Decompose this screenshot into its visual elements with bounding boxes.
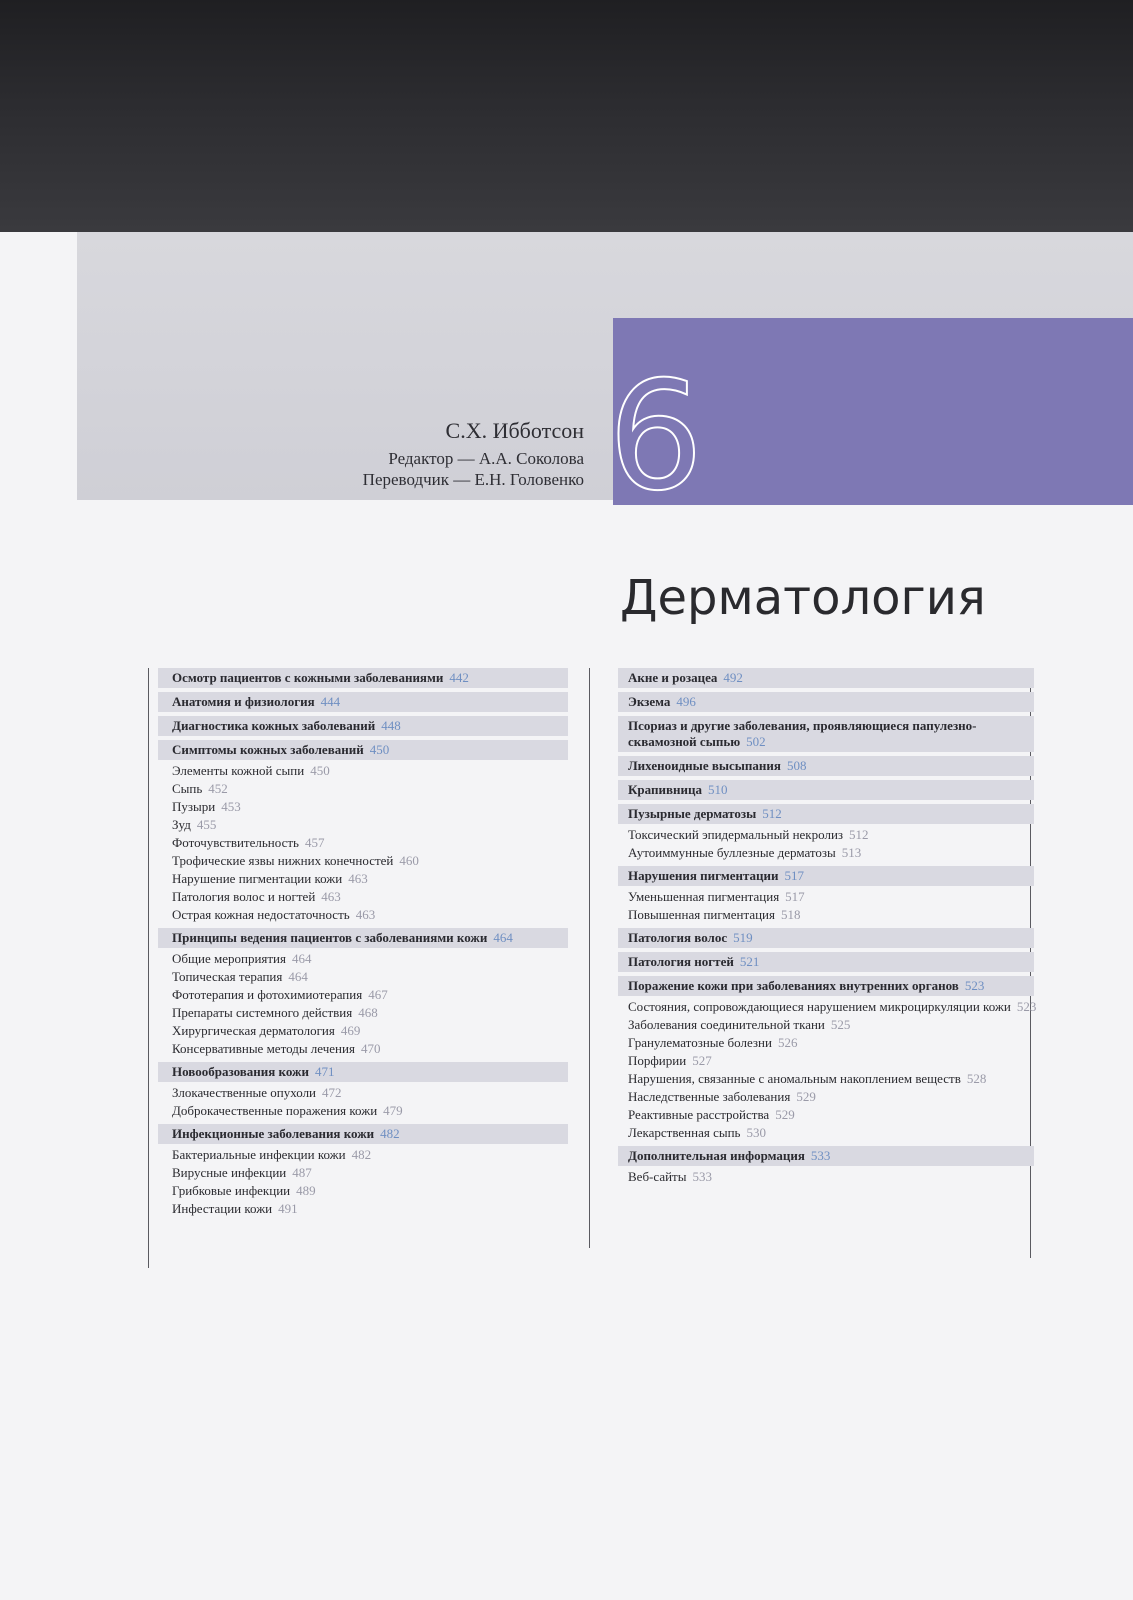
toc-section (148, 740, 568, 924)
toc-subitem-page: 529 (796, 1089, 816, 1104)
toc-subitem-title: Наследственные заболевания (628, 1089, 791, 1104)
toc-section-heading[interactable] (618, 804, 1034, 824)
toc-section-page: 464 (493, 930, 513, 945)
toc-subitem[interactable] (628, 888, 1040, 906)
toc-section-heading[interactable] (618, 1146, 1034, 1166)
toc-subitem-page: 463 (348, 871, 368, 886)
toc-section-title: Принципы ведения пациентов с заболеваниями кожи (172, 930, 488, 945)
toc-section-page: 519 (733, 930, 753, 945)
toc-subitem-page: 455 (196, 817, 217, 832)
toc-section-title: Лихеноидные высыпания (628, 758, 781, 773)
toc-section-page: 533 (810, 1148, 831, 1163)
toc-subitem-page: 491 (278, 1201, 298, 1216)
toc-subitem-title: Препараты системного действия (172, 1005, 353, 1020)
toc-left-column (148, 668, 568, 1222)
toc-subitem-title: Элементы кожной сыпи (172, 763, 305, 778)
toc-subitem-page: 470 (360, 1041, 381, 1056)
toc-subitem-title: Нарушения, связанные с аномальным накоплением веществ (628, 1071, 961, 1086)
toc-section-title: Акне и розацеа (628, 670, 718, 685)
toc-subitem[interactable] (172, 1102, 568, 1120)
toc-subitem[interactable] (172, 1084, 568, 1102)
toc-section-page: 508 (786, 758, 807, 773)
toc-subitem-page: 533 (692, 1169, 712, 1184)
toc-subitem-page: 487 (292, 1165, 312, 1180)
toc-section (588, 928, 1040, 948)
toc-section-heading[interactable] (618, 952, 1034, 972)
toc-section-page: 444 (320, 694, 341, 709)
toc-subitem[interactable] (172, 1022, 568, 1040)
toc-subitem-page: 450 (310, 763, 330, 778)
toc-section (588, 668, 1040, 688)
toc-subitem[interactable] (172, 1004, 568, 1022)
toc-subitem-title: Общие мероприятия (172, 951, 286, 966)
toc-subitem[interactable] (628, 826, 1040, 844)
toc-section (148, 692, 568, 712)
toc-section-heading[interactable] (158, 928, 568, 948)
toc-subitem-page: 513 (841, 845, 862, 860)
toc-section (588, 866, 1040, 924)
toc-subitem-list (148, 762, 568, 924)
toc-section-page: 482 (380, 1126, 400, 1141)
toc-subitem-page: 464 (292, 951, 312, 966)
toc-subitem-page: 463 (355, 907, 376, 922)
toc-subitem[interactable] (628, 1168, 1040, 1186)
toc-subitem[interactable] (172, 816, 568, 834)
toc-section (588, 976, 1040, 1142)
toc-section-title: Инфекционные заболевания кожи (172, 1126, 375, 1141)
toc-section-heading[interactable] (158, 668, 568, 688)
toc-subitem[interactable] (172, 834, 568, 852)
toc-subitem-title: Патология волос и ногтей (172, 889, 316, 904)
toc-section-title: Крапивница (628, 782, 702, 797)
toc-section-title: Экзема (628, 694, 671, 709)
toc-subitem-title: Острая кожная недостаточность (172, 907, 350, 922)
toc-subitem-title: Вирусные инфекции (172, 1165, 287, 1180)
toc-subitem-title: Грибковые инфекции (172, 1183, 291, 1198)
toc-subitem-title: Бактериальные инфекции кожи (172, 1147, 346, 1162)
toc-section-title: Анатомия и физиология (172, 694, 315, 709)
toc-subitem-page: 452 (208, 781, 228, 796)
toc-section (588, 804, 1040, 862)
toc-subitem[interactable] (172, 1146, 568, 1164)
toc-subitem-page: 512 (849, 827, 869, 842)
toc-subitem-list (148, 1084, 568, 1120)
chapter-translator: Переводчик — Е.Н. Головенко (362, 470, 584, 489)
toc-section-page: 523 (964, 978, 985, 993)
toc-subitem[interactable] (172, 1200, 568, 1218)
toc-subitem[interactable] (628, 1052, 1040, 1070)
toc-subitem-list (588, 888, 1040, 924)
toc-subitem[interactable] (172, 1040, 568, 1058)
toc-subitem[interactable] (172, 888, 568, 906)
toc-subitem-title: Консервативные методы лечения (172, 1041, 355, 1056)
toc-section-heading[interactable] (618, 780, 1034, 800)
toc-subitem-title: Аутоиммунные буллезные дерматозы (628, 845, 836, 860)
toc-subitem-title: Веб-сайты (628, 1169, 687, 1184)
toc-subitem[interactable] (172, 870, 568, 888)
toc-subitem[interactable] (172, 1164, 568, 1182)
toc-subitem-title: Сыпь (172, 781, 203, 796)
toc-subitem-page: 463 (321, 889, 341, 904)
toc-section-title: Патология волос (628, 930, 728, 945)
toc-section-title: Нарушения пигментации (628, 868, 779, 883)
toc-section-page: 502 (746, 734, 766, 749)
chapter-number: 6 (608, 350, 704, 524)
chapter-title: Дерматология (620, 570, 986, 626)
toc-subitem[interactable] (628, 906, 1040, 924)
toc-subitem[interactable] (172, 1182, 568, 1200)
chapter-author: С.Х. Ибботсон (445, 418, 584, 443)
toc-section-page: 442 (449, 670, 469, 685)
toc-subitem-page: 527 (692, 1053, 712, 1068)
toc-section-page: 521 (739, 954, 760, 969)
toc-subitem[interactable] (172, 798, 568, 816)
toc-subitem[interactable] (628, 1034, 1040, 1052)
toc-section (148, 668, 568, 688)
toc-subitem-page: 525 (830, 1017, 851, 1032)
toc-section (588, 692, 1040, 712)
chapter-credits (250, 418, 584, 490)
toc-subitem[interactable] (172, 906, 568, 924)
toc-section-page: 496 (676, 694, 696, 709)
toc-section-title: Псориаз и другие заболевания, проявляющиеся папулезно-сквамозной сыпью (628, 718, 977, 749)
toc-subitem-title: Гранулематозные болезни (628, 1035, 772, 1050)
toc-subitem-title: Нарушение пигментации кожи (172, 871, 343, 886)
toc-subitem-list (148, 1146, 568, 1218)
toc-subitem-title: Лекарственная сыпь (628, 1125, 741, 1140)
toc-section-heading[interactable] (158, 716, 568, 736)
toc-subitem-title: Фототерапия и фотохимиотерапия (172, 987, 363, 1002)
toc-subitem-page: 530 (746, 1125, 766, 1140)
toc-section-page: 492 (723, 670, 743, 685)
toc-section-page: 471 (314, 1064, 335, 1079)
toc-subitem-page: 469 (340, 1023, 361, 1038)
toc-subitem-title: Заболевания соединительной ткани (628, 1017, 825, 1032)
toc-subitem-page: 467 (368, 987, 388, 1002)
toc-subitem-page: 523 (1016, 999, 1037, 1014)
toc-section-title: Патология ногтей (628, 954, 734, 969)
toc-subitem-page: 518 (781, 907, 801, 922)
toc-section (148, 1062, 568, 1120)
toc-subitem[interactable] (628, 844, 1040, 862)
toc-subitem[interactable] (172, 780, 568, 798)
toc-section-page: 450 (369, 742, 390, 757)
toc-subitem-title: Хирургическая дерматология (172, 1023, 335, 1038)
toc-subitem[interactable] (172, 852, 568, 870)
toc-subitem-page: 482 (351, 1147, 372, 1162)
toc-section-heading[interactable] (158, 740, 568, 760)
toc-section-heading[interactable] (158, 1062, 568, 1082)
toc-section (588, 780, 1040, 800)
toc-section (588, 716, 1040, 752)
toc-subitem-page: 460 (399, 853, 419, 868)
toc-subitem-title: Инфестации кожи (172, 1201, 273, 1216)
chapter-editor: Редактор — А.А. Соколова (388, 449, 584, 468)
toc-subitem-page: 526 (777, 1035, 798, 1050)
toc-section-heading[interactable] (618, 668, 1034, 688)
toc-subitem[interactable] (628, 998, 1040, 1016)
toc-right-column (588, 668, 1040, 1190)
toc-section-heading[interactable] (618, 928, 1034, 948)
toc-subitem-list (588, 1168, 1040, 1186)
toc-subitem-title: Уменьшенная пигментация (628, 889, 780, 904)
toc-subitem-page: 529 (775, 1107, 795, 1122)
toc-subitem-title: Топическая терапия (172, 969, 283, 984)
toc-section-title: Пузырные дерматозы (628, 806, 757, 821)
toc-section-heading[interactable] (618, 756, 1034, 776)
toc-subitem-page: 468 (358, 1005, 378, 1020)
toc-section-heading[interactable] (618, 866, 1034, 886)
toc-section-heading[interactable] (158, 692, 568, 712)
toc-section-title: Симптомы кожных заболеваний (172, 742, 364, 757)
toc-subitem-list (588, 998, 1040, 1142)
toc-subitem[interactable] (172, 968, 568, 986)
toc-subitem-page: 464 (288, 969, 308, 984)
toc-section-title: Дополнительная информация (628, 1148, 805, 1163)
toc-subitem-list (588, 826, 1040, 862)
toc-subitem[interactable] (172, 950, 568, 968)
toc-section (588, 1146, 1040, 1186)
toc-subitem-title: Фоточувствительность (172, 835, 299, 850)
toc-subitem[interactable] (628, 1070, 1040, 1088)
toc-subitem-title: Состояния, сопровождающиеся нарушением микроциркуляции кожи (628, 999, 1011, 1014)
toc-subitem-title: Токсический эпидермальный некролиз (628, 827, 844, 842)
toc-section-title: Осмотр пациентов с кожными заболеваниями (172, 670, 444, 685)
toc-section-title: Диагностика кожных заболеваний (172, 718, 376, 733)
toc-subitem[interactable] (628, 1016, 1040, 1034)
top-dark-band (0, 0, 1133, 232)
toc-section (148, 716, 568, 736)
toc-subitem-title: Злокачественные опухоли (172, 1085, 317, 1100)
toc-section (588, 756, 1040, 776)
toc-section-page: 517 (784, 868, 805, 883)
toc-section (148, 928, 568, 1058)
toc-subitem-title: Доброкачественные поражения кожи (172, 1103, 378, 1118)
toc-subitem[interactable] (172, 762, 568, 780)
toc-subitem[interactable] (172, 986, 568, 1004)
toc-section-page: 448 (381, 718, 401, 733)
toc-subitem-title: Зуд (172, 817, 191, 832)
toc-section-title: Новообразования кожи (172, 1064, 309, 1079)
toc-subitem-list (148, 950, 568, 1058)
toc-subitem-page: 489 (296, 1183, 316, 1198)
toc-subitem-title: Повышенная пигментация (628, 907, 775, 922)
toc-section (148, 1124, 568, 1218)
toc-section (588, 952, 1040, 972)
toc-subitem[interactable] (628, 1106, 1040, 1124)
toc-subitem[interactable] (628, 1088, 1040, 1106)
toc-subitem-page: 453 (221, 799, 241, 814)
toc-subitem-page: 528 (966, 1071, 987, 1086)
toc-subitem-page: 457 (304, 835, 325, 850)
toc-section-title: Поражение кожи при заболеваниях внутренних органов (628, 978, 959, 993)
toc-section-page: 510 (707, 782, 728, 797)
toc-section-heading[interactable] (618, 716, 1034, 752)
toc-subitem-page: 517 (785, 889, 805, 904)
toc-subitem-title: Реактивные расстройства (628, 1107, 770, 1122)
toc-section-heading[interactable] (618, 692, 1034, 712)
toc-section-heading[interactable] (158, 1124, 568, 1144)
toc-subitem-title: Трофические язвы нижних конечностей (172, 853, 394, 868)
toc-subitem-page: 479 (383, 1103, 403, 1118)
toc-subitem-title: Пузыри (172, 799, 216, 814)
toc-section-page: 512 (762, 806, 782, 821)
toc-subitem-title: Порфирии (628, 1053, 687, 1068)
toc-subitem-page: 472 (322, 1085, 342, 1100)
toc-section-heading[interactable] (618, 976, 1034, 996)
toc-subitem[interactable] (628, 1124, 1040, 1142)
